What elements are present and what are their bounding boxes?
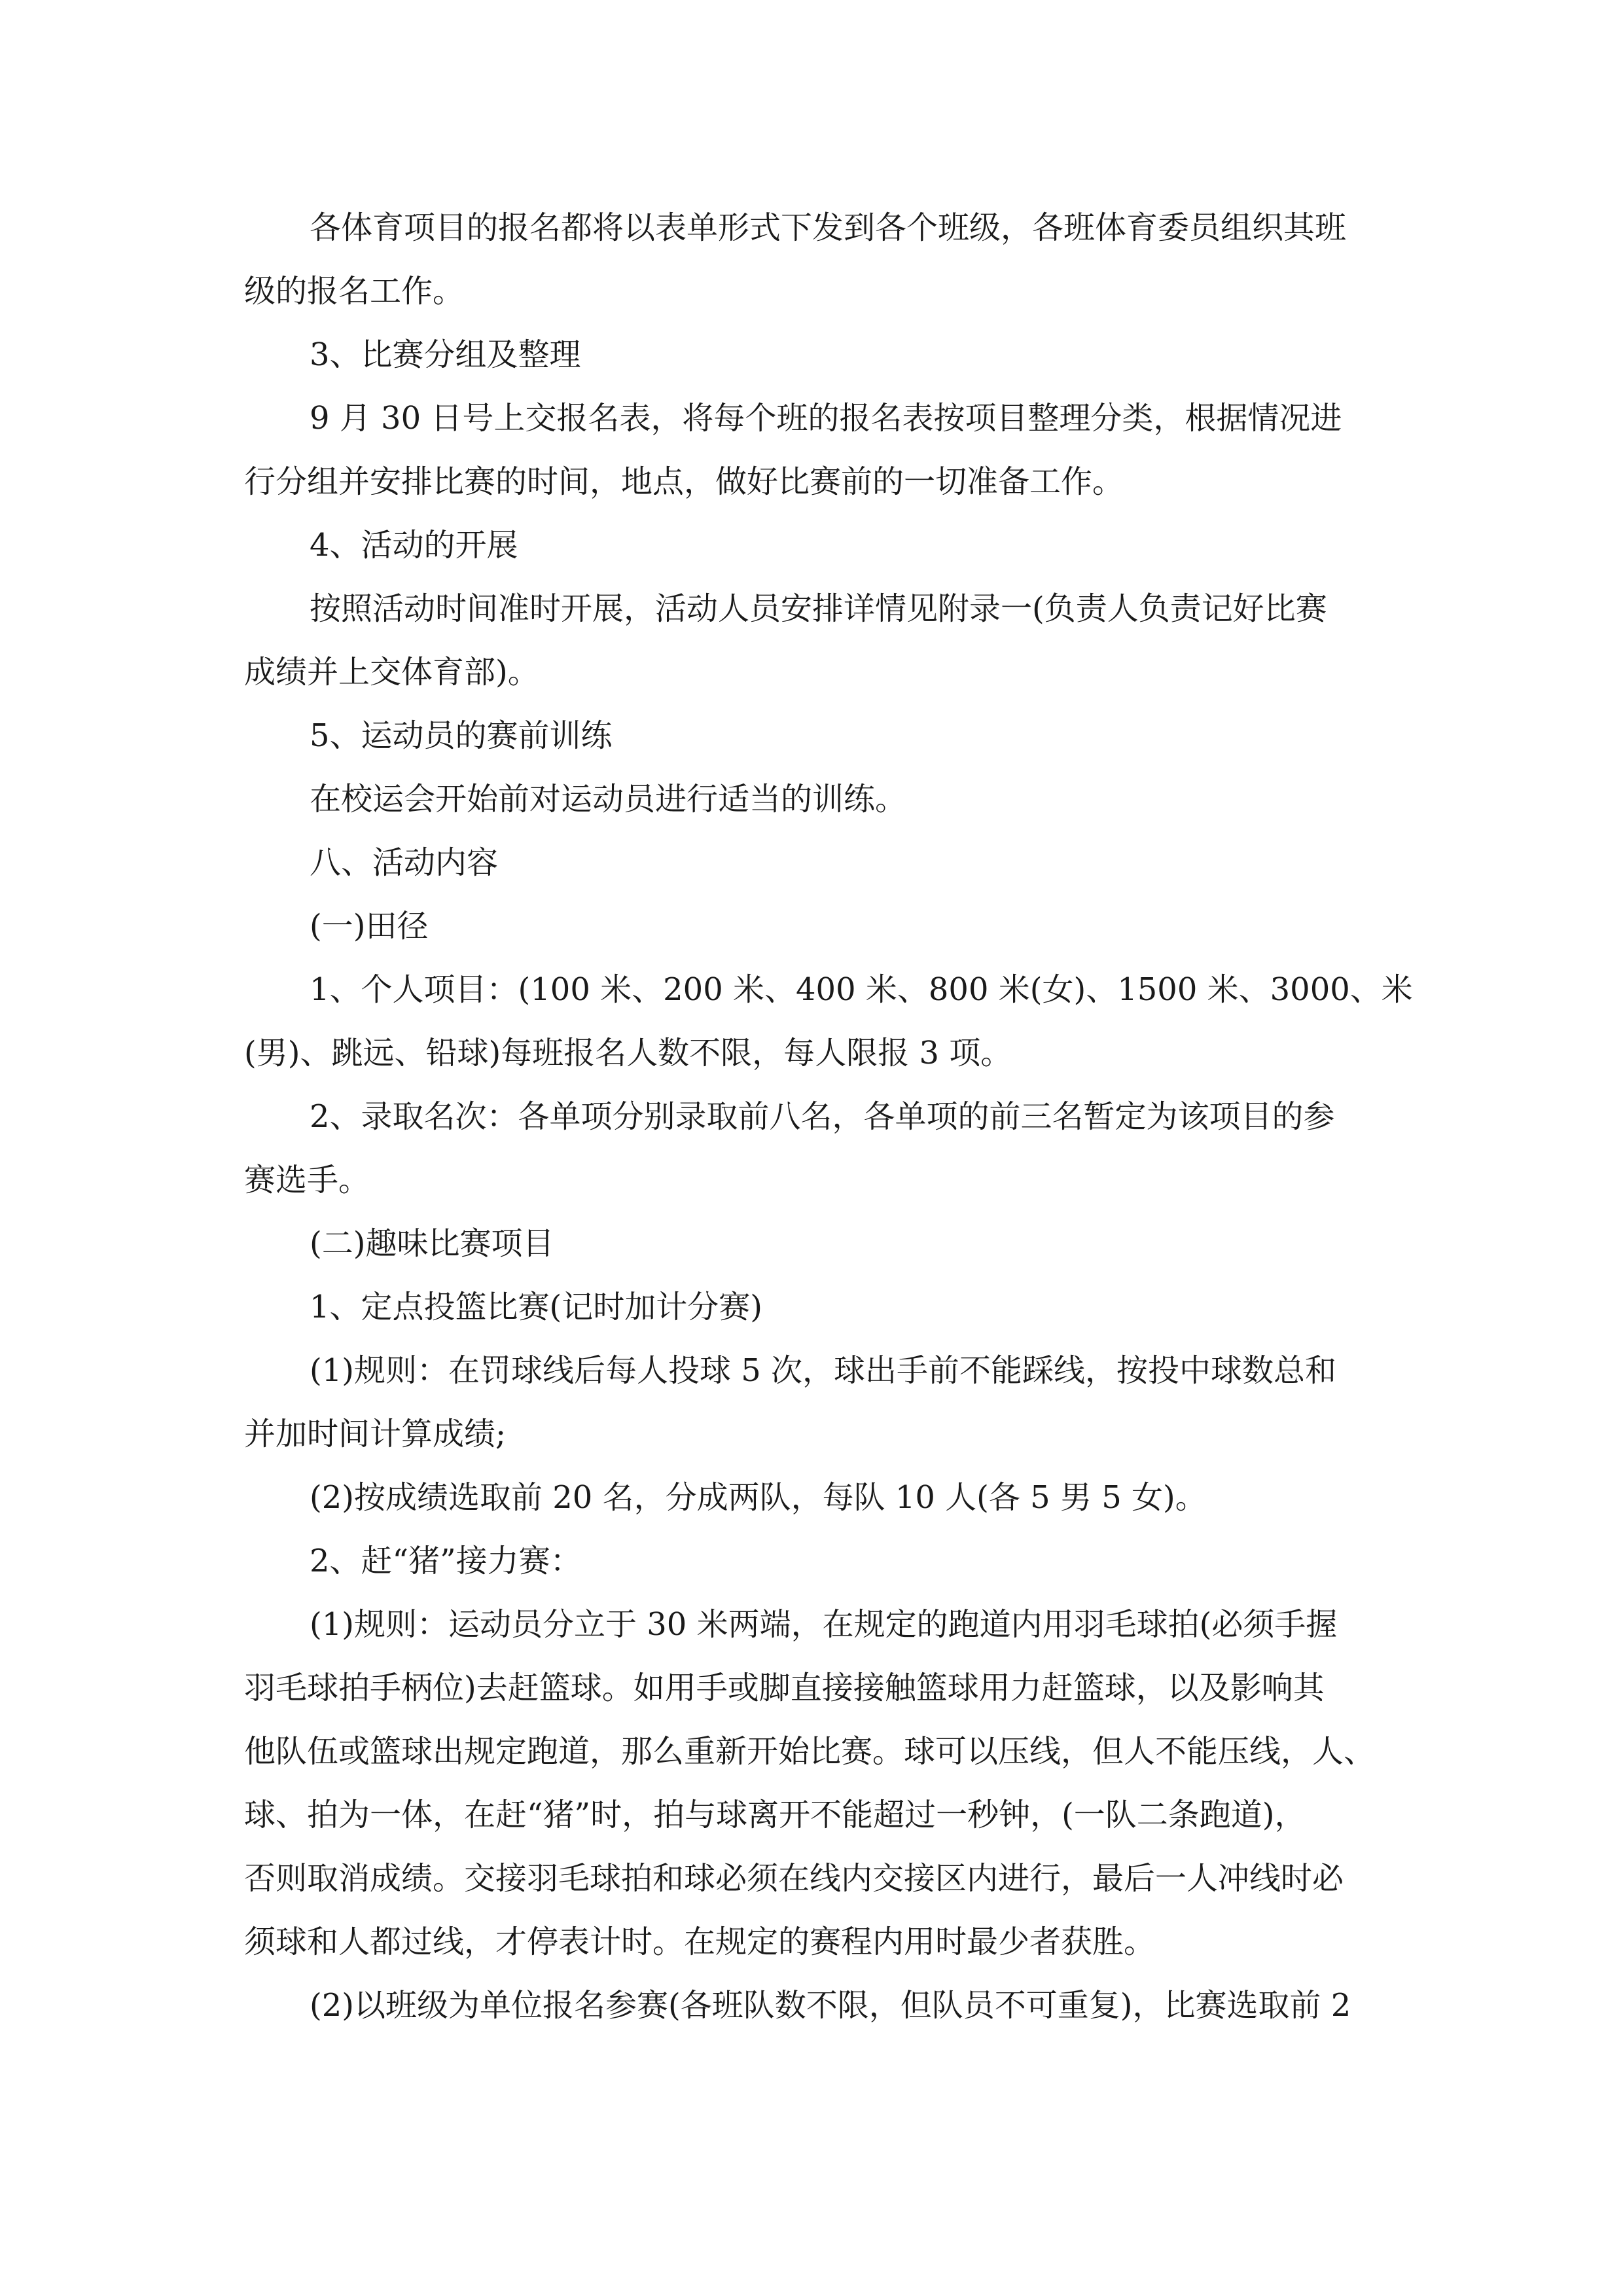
text-line: 在校运会开始前对运动员进行适当的训练。 [310, 781, 907, 817]
paragraph [244, 577, 1383, 704]
paragraph [244, 895, 1383, 958]
text-line: 否则取消成绩。交接羽毛球拍和球必须在线内交接区内进行，最后一人冲线时必 [244, 1860, 1344, 1897]
text-line: 他队伍或篮球出规定跑道，那么重新开始比赛。球可以压线，但人不能压线，人、 [244, 1733, 1376, 1770]
text-line: 级的报名工作。 [244, 273, 465, 310]
text-line: (一)田径 [310, 908, 429, 944]
paragraph [244, 1085, 1383, 1212]
paragraph [244, 1593, 1383, 1974]
text-line: 1、定点投篮比赛(记时加计分赛) [310, 1289, 762, 1325]
paragraph [244, 1466, 1383, 1530]
paragraph [244, 323, 1383, 387]
text-line: 成绩并上交体育部)。 [244, 654, 539, 691]
paragraph [244, 1212, 1383, 1276]
text-line: 行分组并安排比赛的时间，地点，做好比赛前的一切准备工作。 [244, 463, 1124, 500]
text-line: (男)、跳远、铅球)每班报名人数不限，每人限报 3 项。 [244, 1035, 1012, 1071]
paragraph [244, 704, 1383, 768]
paragraph [244, 831, 1383, 895]
text-line: (二)趣味比赛项目 [310, 1225, 554, 1262]
text-line: 八、活动内容 [310, 844, 499, 881]
text-line: 须球和人都过线，才停表计时。在规定的赛程内用时最少者获胜。 [244, 1924, 1156, 1960]
text-line: (2)以班级为单位报名参赛(各班队数不限，但队员不可重复)，比赛选取前 2 [310, 1987, 1351, 2024]
text-line: (2)按成绩选取前 20 名，分成两队，每队 10 人(各 5 男 5 女)。 [310, 1479, 1207, 1516]
text-line: (1)规则：运动员分立于 30 米两端，在规定的跑道内用羽毛球拍(必须手握 [310, 1606, 1338, 1643]
paragraph [244, 768, 1383, 831]
text-line: 3、比赛分组及整理 [310, 336, 581, 373]
paragraph [244, 1339, 1383, 1466]
text-line: 并加时间计算成绩; [244, 1416, 507, 1452]
text-line: 1、个人项目：(100 米、200 米、400 米、800 米(女)、1500 米、3000、米 [310, 971, 1413, 1008]
text-line: 4、活动的开展 [310, 527, 518, 564]
text-line: 5、运动员的赛前训练 [310, 717, 613, 754]
paragraph [244, 1276, 1383, 1339]
text-line: (1)规则：在罚球线后每人投球 5 次，球出手前不能踩线，按投中球数总和 [310, 1352, 1337, 1389]
paragraph [244, 1530, 1383, 1593]
paragraph [244, 387, 1383, 514]
text-line: 球、拍为一体，在赶“猪”时，拍与球离开不能超过一秒钟，(一队二条跑道)， [244, 1797, 1306, 1833]
text-line: 9 月 30 日号上交报名表，将每个班的报名表按项目整理分类，根据情况进 [310, 400, 1342, 437]
text-line: 各体育项目的报名都将以表单形式下发到各个班级，各班体育委员组织其班 [310, 209, 1347, 246]
text-line: 2、录取名次：各单项分别录取前八名，各单项的前三名暂定为该项目的参 [310, 1098, 1335, 1135]
text-line: 按照活动时间准时开展，活动人员安排详情见附录一(负责人负责记好比赛 [310, 590, 1327, 627]
paragraph [244, 958, 1413, 1085]
text-line: 2、赶“猪”接力赛： [310, 1543, 582, 1579]
paragraph [244, 1974, 1383, 2037]
paragraph [244, 514, 1383, 577]
document-body [244, 196, 1413, 2037]
text-line: 赛选手。 [244, 1162, 370, 1198]
paragraph [244, 196, 1383, 323]
text-line: 羽毛球拍手柄位)去赶篮球。如用手或脚直接接触篮球用力赶篮球，以及影响其 [244, 1670, 1325, 1706]
